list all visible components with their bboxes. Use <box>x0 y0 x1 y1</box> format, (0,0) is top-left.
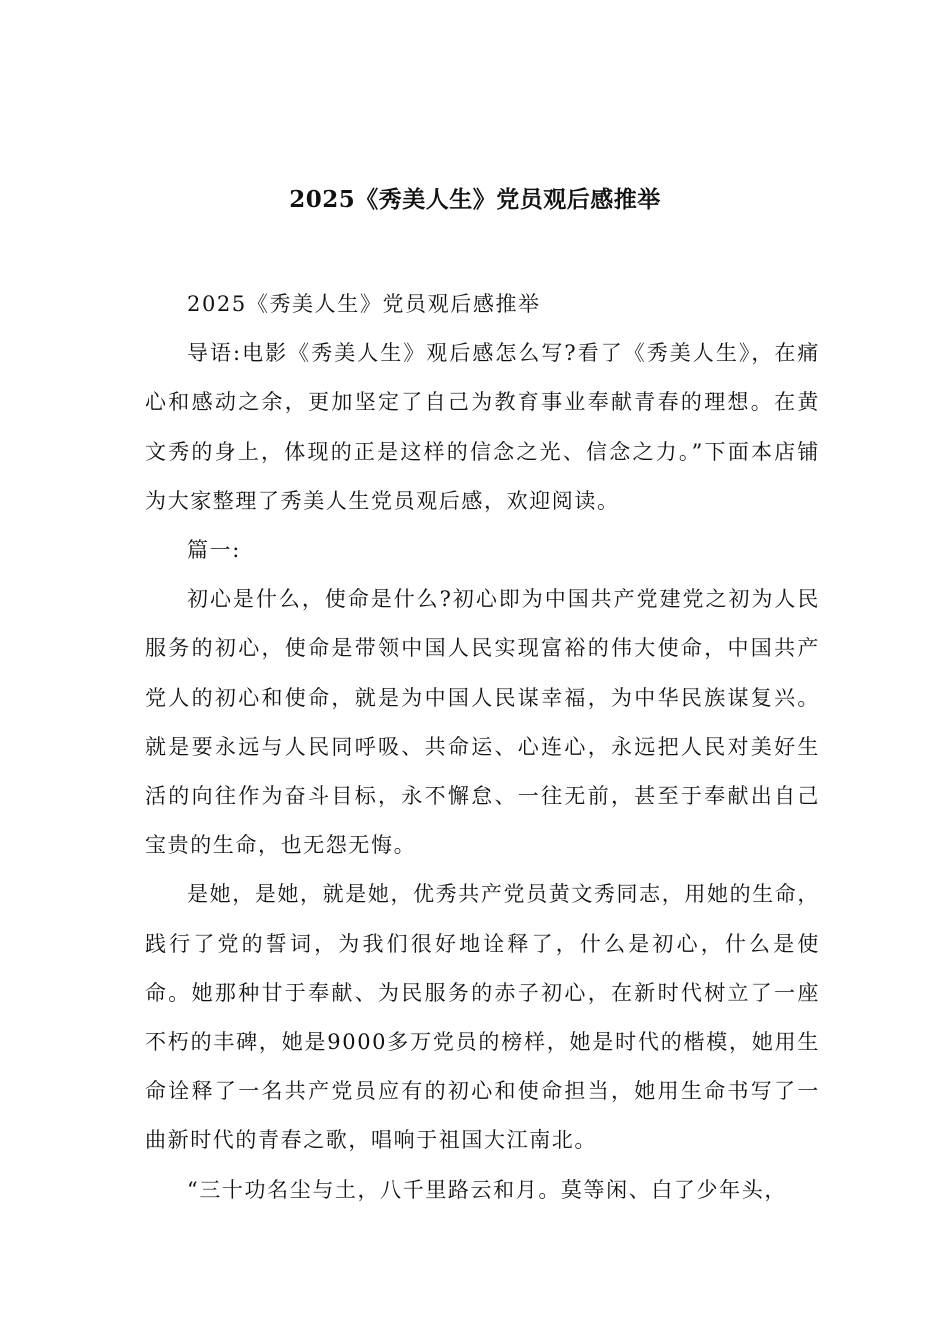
paragraph-section-heading: 篇一: <box>187 538 241 563</box>
paragraph-body-1: 初心是什么，使命是什么?初心即为中国共产党建党之初为人民服务的初心，使命是带领中国人民实现富裕的伟大使命，中国共产党人的初心和使命，就是为中国人民谋幸福，为中华民族谋复兴。就是要永远与人民同呼吸、共命运、心连心，永远把人民对美好生活的向往作为奋斗目标，永不懈怠、一往无前，甚至于奉献出自己宝贵的生命，也无怨无悔。 <box>145 587 820 858</box>
document-title: 2025《秀美人生》党员观后感推举 <box>289 186 661 213</box>
document-body <box>145 280 820 1215</box>
paragraph-quote: “三十功名尘与土，八千里路云和月。莫等闲、白了少年头， <box>187 1177 787 1202</box>
paragraph-intro: 导语:电影《秀美人生》观后感怎么写?看了《秀美人生》，在痛心和感动之余，更加坚定了自己为教育事业奉献青春的理想。在黄文秀的身上，体现的正是这样的信念之光、信念之力。”下面本店铺为大家整理了秀美人生党员观后感，欢迎阅读。 <box>145 341 820 513</box>
paragraph-body-2: 是她，是她，就是她，优秀共产党员黄文秀同志，用她的生命，践行了党的誓词，为我们很好地诠释了，什么是初心，什么是使命。她那种甘于奉献、为民服务的赤子初心，在新时代树立了一座不朽的丰碑，她是9000多万党员的榜样，她是时代的楷模，她用生命诠释了一名共产党员应有的初心和使命担当，她用生命书写了一曲新时代的青春之歌，唱响于祖国大江南北。 <box>145 882 820 1153</box>
paragraph-subtitle: 2025《秀美人生》党员观后感推举 <box>187 292 541 316</box>
